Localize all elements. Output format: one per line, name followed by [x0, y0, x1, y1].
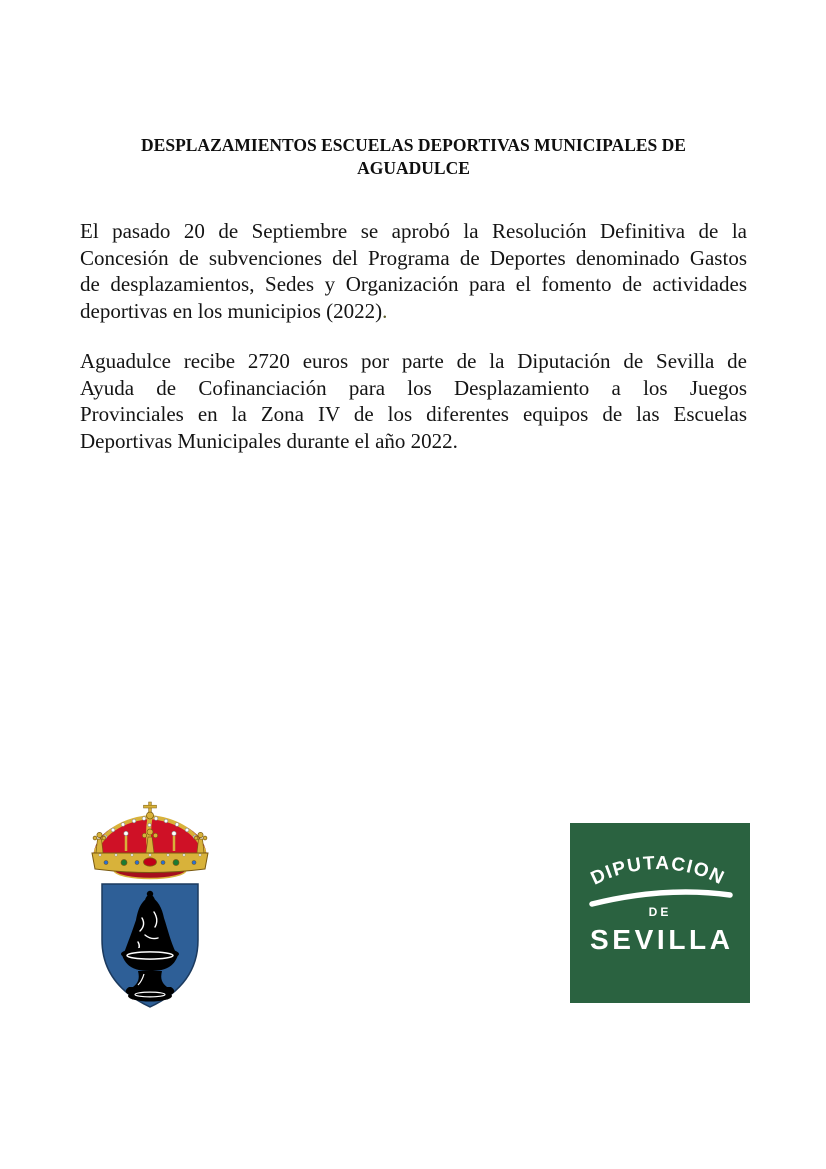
diputacion-sevilla-logo-image	[570, 823, 750, 1003]
aguadulce-coat-of-arms	[88, 801, 212, 1011]
paragraph-2-line: Provinciales en la Zona IV de los diferentes equipos de las Escuelas	[80, 402, 747, 426]
colored-period: .	[382, 298, 388, 323]
paragraph-1-line: de desplazamientos, Sedes y Organización para el fomento de actividades	[80, 272, 747, 296]
sevilla-logo-text-de: DE	[648, 905, 672, 919]
sevilla-logo-text-diputacion: DIPUTACION	[587, 852, 729, 890]
paragraph-2	[80, 348, 747, 454]
aguadulce-coat-of-arms-image	[88, 801, 212, 1011]
paragraph-2-last-line: Deportivas Municipales durante el año 2022.	[80, 428, 458, 453]
royal-crown-icon	[92, 802, 208, 879]
sevilla-logo-text-sevilla: SEVILLA	[590, 924, 730, 955]
diputacion-sevilla-logo	[570, 823, 750, 1003]
paragraph-2-line: Aguadulce recibe 2720 euros por parte de la Diputación de Sevilla de	[80, 349, 747, 373]
document-title	[80, 134, 747, 180]
paragraph-1-line: Concesión de subvenciones del Programa de Deportes denominado Gastos	[80, 245, 747, 270]
paragraph-1-line: El pasado 20 de Septiembre se aprobó la Resolución Definitiva de la	[80, 219, 747, 243]
paragraph-1-last-line	[80, 298, 747, 325]
paragraph-2-line: Ayuda de Cofinanciación para los Desplazamiento a los Juegos	[80, 375, 747, 400]
paragraph-1	[80, 218, 747, 324]
document-title-line2: AGUADULCE	[357, 158, 470, 178]
paragraph-1-last-line-text: deportivas en los municipios (2022)	[80, 298, 383, 323]
document-title-line1: DESPLAZAMIENTOS ESCUELAS DEPORTIVAS MUNICIPALES DE	[141, 135, 686, 155]
shield-icon	[102, 884, 198, 1007]
